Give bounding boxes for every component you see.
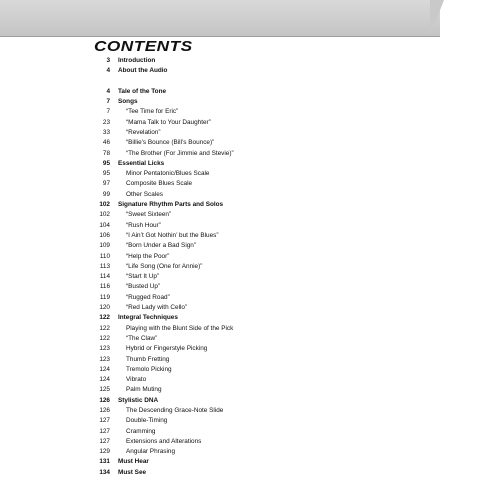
toc-entry <box>0 149 500 159</box>
toc-subsection-title: “Billie’s Bounce (Bill’s Bounce)” <box>126 139 215 147</box>
toc-subsection-title: Cramming <box>126 427 156 435</box>
toc-page-number: 106 <box>99 231 110 239</box>
header-bar <box>0 0 440 37</box>
toc-entry <box>0 87 500 97</box>
table-of-contents <box>0 56 500 478</box>
toc-page-number: 3 <box>106 57 110 64</box>
toc-subsection-title: “The Claw” <box>126 334 158 342</box>
toc-page-number: 134 <box>99 468 110 476</box>
toc-entry <box>0 447 500 457</box>
toc-entry <box>0 416 500 426</box>
toc-section-title: Signature Rhythm Parts and Solos <box>118 201 224 209</box>
toc-entry <box>0 262 500 272</box>
toc-page-number: 122 <box>99 334 110 342</box>
toc-subsection-title: “Revelation” <box>126 128 161 136</box>
toc-subsection-title: “The Brother (For Jimmie and Stevie)” <box>126 149 234 157</box>
toc-page-number: 125 <box>99 386 110 394</box>
toc-page-number: 124 <box>99 376 110 384</box>
toc-subsection-title: Hybrid or Fingerstyle Picking <box>126 345 208 353</box>
toc-page-number: 33 <box>102 128 110 136</box>
toc-entry <box>0 56 500 66</box>
toc-entry <box>0 210 500 220</box>
toc-section-title: Integral Techniques <box>118 314 178 322</box>
toc-entry <box>0 159 500 169</box>
toc-page-number: 126 <box>99 396 110 404</box>
toc-page-number: 4 <box>106 87 110 95</box>
toc-entry <box>0 169 500 179</box>
toc-section-title: Essential Licks <box>118 159 165 167</box>
toc-subsection-title: “Life Song (One for Annie)” <box>126 262 203 270</box>
toc-entry <box>0 200 500 210</box>
toc-page-number: 126 <box>99 406 110 414</box>
toc-entry <box>0 66 500 76</box>
toc-entry <box>0 272 500 282</box>
toc-page-number: 95 <box>102 170 110 178</box>
header-bar-tip <box>430 0 444 36</box>
toc-page-number: 99 <box>102 190 110 198</box>
toc-entry <box>0 324 500 334</box>
toc-entry <box>0 252 500 262</box>
toc-entry <box>0 365 500 375</box>
toc-section-title: Tale of the Tone <box>118 87 167 95</box>
toc-section-title: Must See <box>118 468 147 476</box>
toc-entry <box>0 179 500 189</box>
toc-section-title: Stylistic DNA <box>118 396 159 404</box>
toc-subsection-title: “Help the Poor” <box>126 252 170 260</box>
toc-entry <box>0 375 500 385</box>
toc-subsection-title: “Tee Time for Eric” <box>126 108 179 116</box>
toc-entry <box>0 355 500 365</box>
toc-page-number: 131 <box>99 458 110 466</box>
toc-section-title: Songs <box>118 98 138 106</box>
toc-section-title: Must Hear <box>118 458 149 466</box>
toc-entry <box>0 97 500 107</box>
toc-subsection-title: “Rush Hour” <box>126 221 161 229</box>
toc-entry <box>0 107 500 117</box>
toc-page-number: 78 <box>102 149 110 157</box>
toc-subsection-title: Thumb Fretting <box>126 355 170 363</box>
page-title: CONTENTS <box>94 38 193 55</box>
toc-section-title: About the Audio <box>118 67 168 75</box>
toc-page-number: 127 <box>99 427 110 435</box>
toc-page-number: 97 <box>102 180 110 188</box>
toc-entry <box>0 231 500 241</box>
toc-entry <box>0 396 500 406</box>
toc-entry <box>0 468 500 478</box>
toc-subsection-title: Other Scales <box>126 190 163 198</box>
toc-subsection-title: “Busted Up” <box>126 283 161 291</box>
toc-subsection-title: Extensions and Alterations <box>126 437 202 445</box>
toc-entry <box>0 313 500 323</box>
toc-entry <box>0 457 500 467</box>
toc-entry <box>0 118 500 128</box>
toc-subsection-title: Playing with the Blunt Side of the Pick <box>126 324 234 332</box>
toc-subsection-title: “Start It Up” <box>126 273 160 281</box>
toc-entry <box>0 437 500 447</box>
toc-page-number: 123 <box>99 355 110 363</box>
toc-subsection-title: “Born Under a Bad Sign” <box>126 242 196 250</box>
toc-page-number: 109 <box>99 242 110 250</box>
toc-page-number: 120 <box>99 304 110 312</box>
toc-subsection-title: The Descending Grace-Note Slide <box>126 406 224 414</box>
toc-page-number: 129 <box>99 448 110 456</box>
toc-page-number: 113 <box>99 262 110 270</box>
toc-entry <box>0 385 500 395</box>
toc-subsection-title: Double-Timing <box>126 417 168 425</box>
toc-page-number: 127 <box>99 417 110 425</box>
toc-page-number: 102 <box>99 201 110 209</box>
toc-page-number: 95 <box>102 159 110 167</box>
toc-page-number: 116 <box>99 283 110 291</box>
toc-subsection-title: Minor Pentatonic/Blues Scale <box>126 170 210 178</box>
toc-page-number: 102 <box>99 211 110 219</box>
toc-section-title: Introduction <box>118 57 156 64</box>
toc-subsection-title: Composite Blues Scale <box>126 180 193 188</box>
toc-subsection-title: “Rugged Road” <box>126 293 170 301</box>
toc-subsection-title: “I Ain’t Got Nothin’ but the Blues” <box>126 231 219 239</box>
toc-page-number: 124 <box>99 365 110 373</box>
toc-entry <box>0 406 500 416</box>
toc-entry <box>0 303 500 313</box>
toc-page-number: 127 <box>99 437 110 445</box>
toc-page-number: 122 <box>99 324 110 332</box>
toc-page-number: 122 <box>99 314 110 322</box>
toc-entry <box>0 427 500 437</box>
toc-subsection-title: Tremolo Picking <box>126 365 172 373</box>
toc-page-number: 46 <box>102 139 110 147</box>
toc-entry <box>0 128 500 138</box>
toc-entry <box>0 293 500 303</box>
toc-page-number: 7 <box>106 108 110 116</box>
toc-page-number: 104 <box>99 221 110 229</box>
toc-entry <box>0 334 500 344</box>
toc-subsection-title: Vibrato <box>126 376 147 384</box>
toc-page-number: 119 <box>99 293 110 301</box>
toc-entry <box>0 190 500 200</box>
toc-subsection-title: Palm Muting <box>126 386 162 394</box>
toc-entry <box>0 221 500 231</box>
toc-subsection-title: “Mama Talk to Your Daughter” <box>126 118 211 126</box>
toc-entry <box>0 241 500 251</box>
toc-entry <box>0 138 500 148</box>
toc-entry <box>0 282 500 292</box>
toc-subsection-title: “Red Lady with Cello” <box>126 304 188 312</box>
toc-subsection-title: “Sweet Sixteen” <box>126 211 172 219</box>
toc-page-number: 114 <box>99 273 110 281</box>
toc-entry <box>0 344 500 354</box>
toc-subsection-title: Angular Phrasing <box>126 448 176 456</box>
toc-page-number: 4 <box>106 67 110 75</box>
toc-page-number: 23 <box>102 118 110 126</box>
toc-page-number: 7 <box>106 98 110 106</box>
toc-page-number: 110 <box>99 252 110 260</box>
toc-page-number: 123 <box>99 345 110 353</box>
